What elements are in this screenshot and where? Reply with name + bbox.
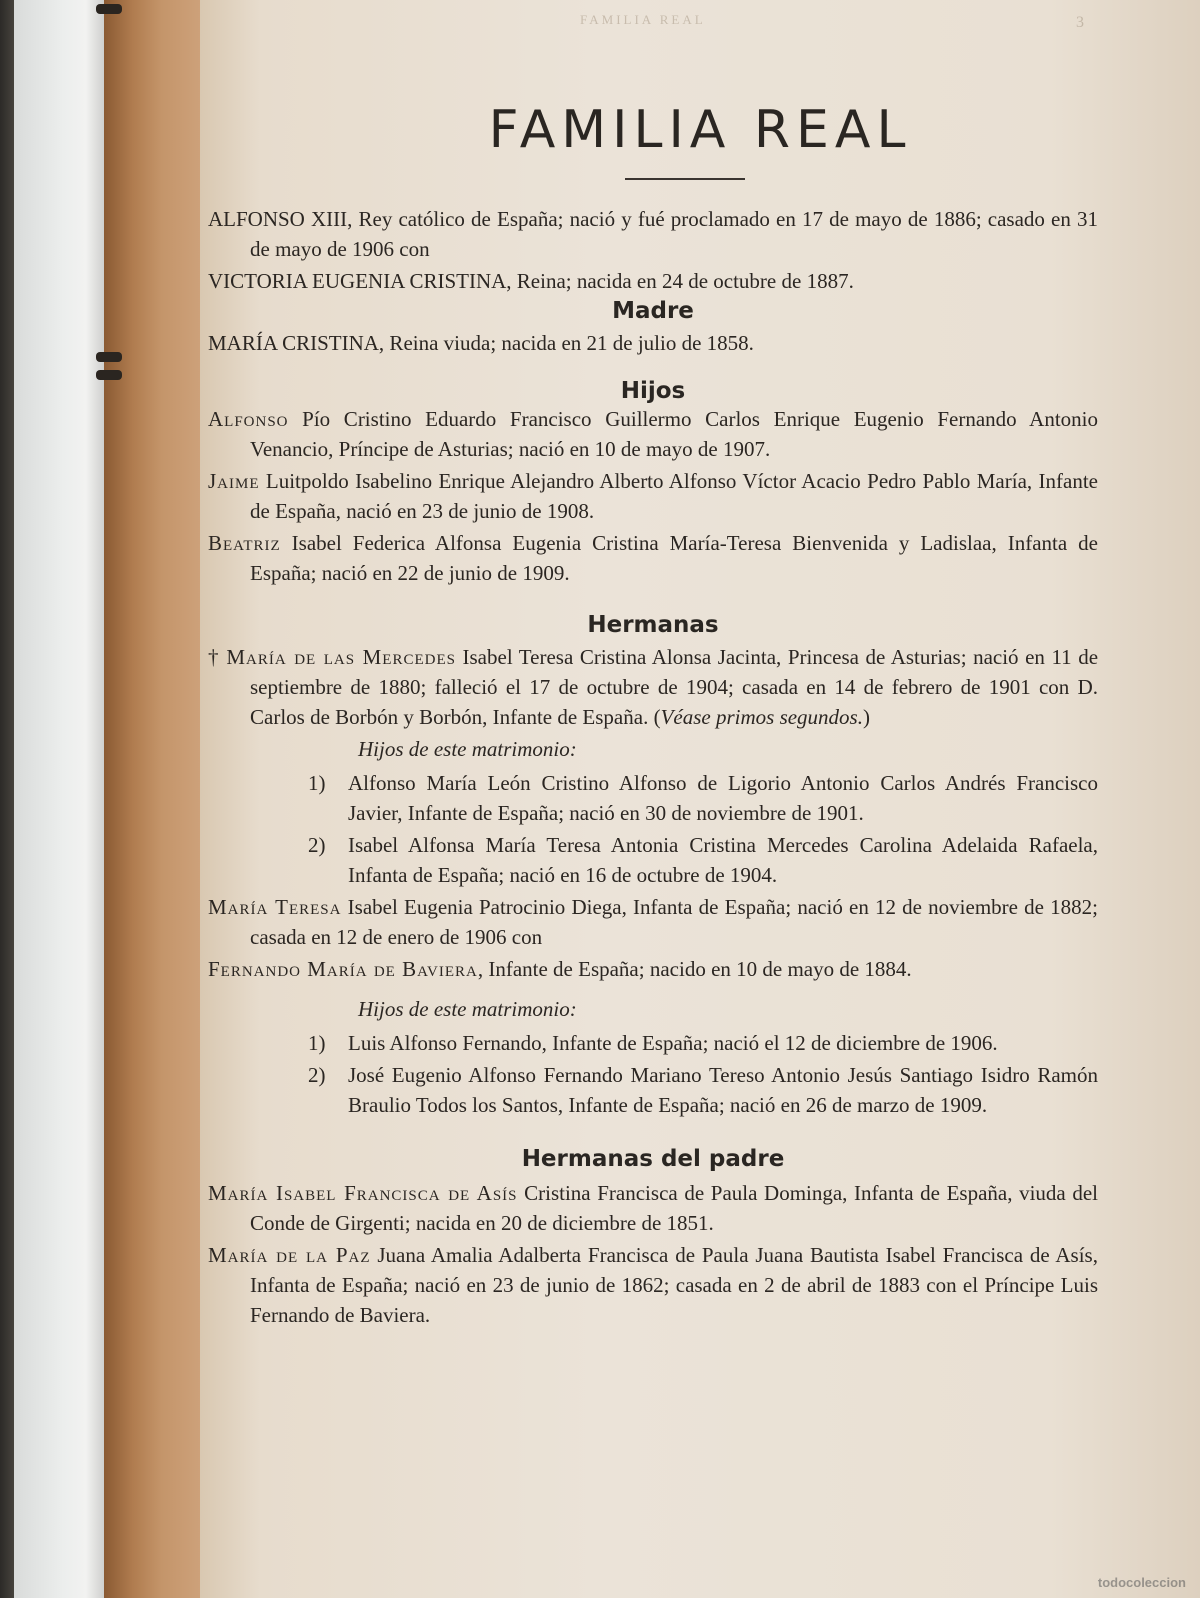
mercedes-text: Isabel Teresa Cristina Alonsa Jacinta, Princesa de Asturias; nació en 11 de septiembre de 1880; falleció el 17 de octubre de 1904; casada en 14 de febrero de 1901 con D. Carlos de Borbón y Borbón, Infante de España. ( (250, 645, 1099, 729)
document-body (208, 204, 1098, 1332)
child-entry (308, 1060, 1098, 1120)
child-text: José Eugenio Alfonso Fernando Mariano Tereso Antonio Jesús Santiago Isidro Ramón Braulio Todos los Santos, Infante de España; nació en 26 de marzo de 1909. (348, 1063, 1098, 1117)
child-number: 2) (308, 1063, 326, 1087)
aunt-entry (208, 1178, 1098, 1238)
aunt-text: Cristina Francisca de Paula Dominga, Infanta de España, viuda del Conde de Girgenti; nacida en 20 de diciembre de 1851. (250, 1181, 1099, 1235)
see-also-note: Véase primos segundos. (660, 705, 863, 729)
child-text: Isabel Alfonsa María Teresa Antonia Cristina Mercedes Carolina Adelaida Rafaela, Infanta de España; nació en 16 de octubre de 1904. (348, 833, 1098, 887)
title-rule (625, 178, 745, 180)
hijo-text: Luitpoldo Isabelino Enrique Alejandro Alberto Alfonso Víctor Acacio Pedro Pablo María, Infante de España, nació en 23 de junio de 1908. (250, 469, 1098, 523)
child-number: 1) (308, 1031, 326, 1055)
teresa-entry (208, 892, 1098, 952)
page-number: 3 (1076, 14, 1084, 31)
heading-hijos: Hijos (620, 378, 686, 404)
aunt-text: Juana Amalia Adalberta Francisca de Paula Juana Bautista Isabel Francisca de Asís, Infanta de España; nació en 23 de junio de 1862; casada en 2 de abril de 1883 con el Príncipe Luis Fernando de Baviera. (250, 1243, 1098, 1327)
aunt-entry (208, 1240, 1098, 1330)
mercedes-name: María de las Mercedes (226, 645, 456, 669)
hijo-text: Pío Cristino Eduardo Francisco Guillermo Carlos Enrique Eugenio Fernando Antonio Venancio, Príncipe de Asturias; nació en 10 de mayo de 1907. (250, 407, 1098, 461)
hijo-entry (208, 404, 1098, 464)
child-entry (308, 830, 1098, 890)
teresa-text: Isabel Eugenia Patrocinio Diega, Infanta de España; nació en 12 de noviembre de 1882; casada en 12 de enero de 1906 con (250, 895, 1098, 949)
hijo-name: Jaime (208, 469, 260, 493)
child-entry (308, 1028, 1098, 1058)
child-entry (308, 768, 1098, 828)
site-watermark: todocoleccion (1097, 1575, 1186, 1590)
child-text: Luis Alfonso Fernando, Infante de España; nació el 12 de diciembre de 1906. (348, 1031, 998, 1055)
intro-queen: VICTORIA EUGENIA CRISTINA, Reina; nacida en 24 de octubre de 1887. (208, 269, 854, 293)
aunt-name: María Isabel Francisca de Asís (208, 1181, 518, 1205)
child-number: 2) (308, 833, 326, 857)
binding-stitch (96, 370, 122, 380)
heading-hermanas-padre: Hermanas del padre (521, 1146, 785, 1172)
aunt-name: María de la Paz (208, 1243, 371, 1267)
madre-entry: MARÍA CRISTINA, Reina viuda; nacida en 21 de julio de 1858. (208, 331, 754, 355)
paren-close: ) (862, 705, 870, 729)
dagger-mark: † (208, 645, 220, 669)
children-label: Hijos de este matrimonio: (358, 737, 577, 761)
page-title: FAMILIA REAL (488, 100, 912, 160)
spouse-text: , Infante de España; nacido en 10 de mayo de 1884. (477, 957, 912, 981)
spouse-entry (208, 954, 1098, 984)
heading-madre: Madre (612, 298, 694, 324)
teresa-name: María Teresa (208, 895, 342, 919)
spouse-name: Fernando María de Baviera (208, 957, 478, 981)
intro-king: ALFONSO XIII, Rey católico de España; nació y fué proclamado en 17 de mayo de 1886; casado en 31 de mayo de 1906 con (208, 207, 1098, 261)
running-head: FAMILIA REAL (580, 12, 706, 27)
heading-hermanas: Hermanas (587, 612, 719, 638)
hijo-entry (208, 528, 1098, 588)
left-paper-strip (14, 0, 104, 1598)
child-number: 1) (308, 771, 326, 795)
binding-stitch (96, 4, 122, 14)
hijo-text: Isabel Federica Alfonsa Eugenia Cristina María-Teresa Bienvenida y Ladislaa, Infanta de España; nació en 22 de junio de 1909. (250, 531, 1098, 585)
hijo-entry (208, 466, 1098, 526)
hijo-name: Beatriz (208, 531, 281, 555)
children-label: Hijos de este matrimonio: (358, 997, 577, 1021)
binding-stitch (96, 352, 122, 362)
mercedes-entry (208, 642, 1098, 732)
child-text: Alfonso María León Cristino Alfonso de Ligorio Antonio Carlos Andrés Francisco Javier, Infante de España; nació en 30 de noviembre de 1901. (348, 771, 1098, 825)
book-page (200, 0, 1200, 1598)
hijo-name: Alfonso (208, 407, 289, 431)
book-spine (104, 0, 200, 1598)
